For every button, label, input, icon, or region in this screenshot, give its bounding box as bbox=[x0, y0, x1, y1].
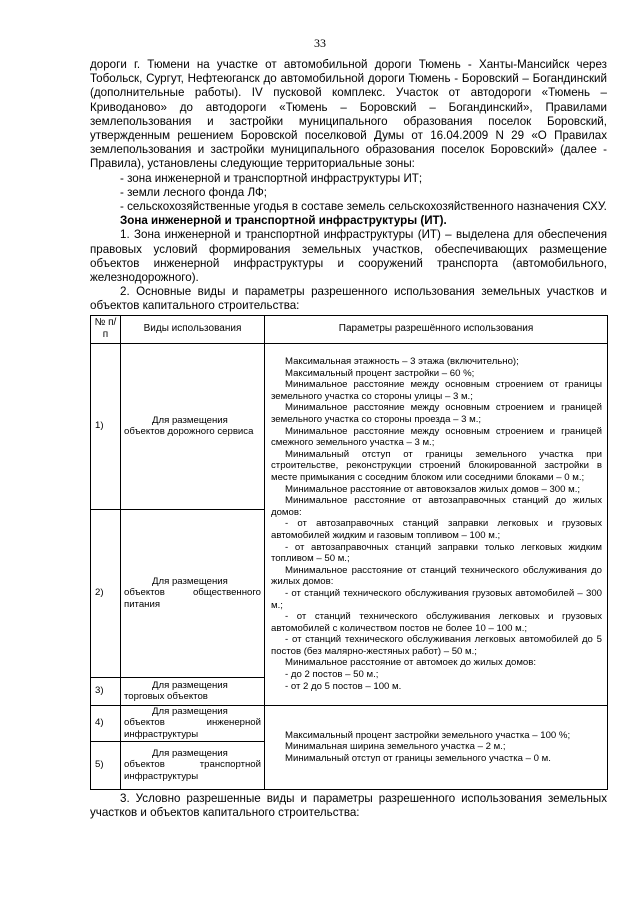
paragraph-1: 1. Зона инженерной и транспортной инфраструктуры (ИТ) – выделена для обеспечения правовых условий формирования земельных участков, обеспечивающих размещение объектов инженерной инфраструктуры и сооружений транспорта (автомобильного, железнодорожного). bbox=[90, 228, 607, 285]
zone-item-shu: - сельскохозяйственные угодья в составе земель сельскохозяйственного назначения СХУ. bbox=[120, 200, 607, 214]
permitted-use-table bbox=[90, 315, 608, 790]
zone-item-it: - зона инженерной и транспортной инфраструктуры ИТ; bbox=[120, 171, 423, 185]
params-cell-group-2: Максимальный процент застройки земельного участка – 100 %; Минимальная ширина земельного участка – 2 м.; Минимальный отступ от границы земельного участка – 0 м. bbox=[265, 705, 608, 789]
section-title: Зона инженерной и транспортной инфраструктуры (ИТ). bbox=[120, 214, 447, 228]
row-num: 4) bbox=[91, 705, 121, 741]
row-type: Для размещения объектов транспортной инфраструктуры bbox=[121, 741, 265, 789]
row-type: Для размещения объектов общественного питания bbox=[121, 509, 265, 677]
header-type: Виды использования bbox=[121, 315, 265, 343]
row-num: 3) bbox=[91, 677, 121, 705]
params-cell-group-1: Максимальная этажность – 3 этажа (включительно); Максимальный процент застройки – 60 %; Минимальное расстояние между основным строением от границы земельного участка со стороны улицы – 3 м.; Минимальное расстояние между основным строением и границей земельного участка со стороны проезда – 3 м.; Минимальное расстояние между основным строением и границей смежного земельного участка – 3 м.; Минимальный отступ от границы земельного участка при строительстве, реконструкции строений блокированной застройки в месте примыкания с соседним блоком или соседними блоками – 0 м.; Минимальное расстояние от автовокзалов жилых домов – 300 м.; Минимальное расстояние от автозаправочных станций до жилых домов: - от автозаправочных станций заправки легковых и грузовых автомобилей жидким и газовым топливом – 100 м.; - от автозаправочных станций заправки только легковых жидким топливом – 50 м.; Минимальное расстояние от станций технического обслуживания до жилых домов: - от станций технического обслуживания грузовых автомобилей – 300 м.; - от станций технического обслуживания легковых и грузовых автомобилей с количеством постов не более 10 – 100 м.; - от станций технического обслуживания легковых автомобилей до 5 постов (без малярно-жестяных работ) – 50 м.; Минимальное расстояние от автомоек до жилых домов: - до 2 постов – 50 м.; - от 2 до 5 постов – 100 м. bbox=[265, 343, 608, 705]
row-num: 1) bbox=[91, 343, 121, 509]
paragraph-2: 2. Основные виды и параметры разрешенного использования земельных участков и объектов капитального строительства: bbox=[90, 285, 607, 313]
table-row bbox=[91, 343, 608, 509]
row-type: Для размещения объектов дорожного сервиса bbox=[121, 343, 265, 509]
header-params: Параметры разрешённого использования bbox=[265, 315, 608, 343]
document-body bbox=[90, 58, 607, 820]
row-num: 5) bbox=[91, 741, 121, 789]
table-row bbox=[91, 705, 608, 741]
header-num: № п/п bbox=[91, 315, 121, 343]
paragraph-3: 3. Условно разрешенные виды и параметры разрешенного использования земельных участков и объектов капитального строительства: bbox=[90, 791, 607, 819]
zone-item-lf: - земли лесного фонда ЛФ; bbox=[120, 185, 267, 199]
table-header-row bbox=[91, 315, 608, 343]
row-type: Для размещения объектов инженерной инфраструктуры bbox=[121, 705, 265, 741]
row-num: 2) bbox=[91, 509, 121, 677]
page-number: 33 bbox=[314, 36, 326, 50]
row-type: Для размещения торговых объектов bbox=[121, 677, 265, 705]
intro-paragraph: дороги г. Тюмени на участке от автомобильной дороги Тюмень - Ханты-Мансийск через Тобольск, Сургут, Нефтеюганск до автомобильной дороги Тюмень - Боровский – Богандинский (дополнительные работы). IV пусковой комплекс. Участок от автодороги «Тюмень – Криводаново» до автодороги «Тюмень – Боровский – Богандинский», Правилами землепользования и застройки муниципального образования поселок Боровский, утвержденным решением Боровской поселковой Думы от 16.04.2009 N 29 «О Правилах землепользования и застройки муниципального образования поселок Боровский» (далее - Правила), установлены следующие территориальные зоны: bbox=[90, 58, 607, 171]
